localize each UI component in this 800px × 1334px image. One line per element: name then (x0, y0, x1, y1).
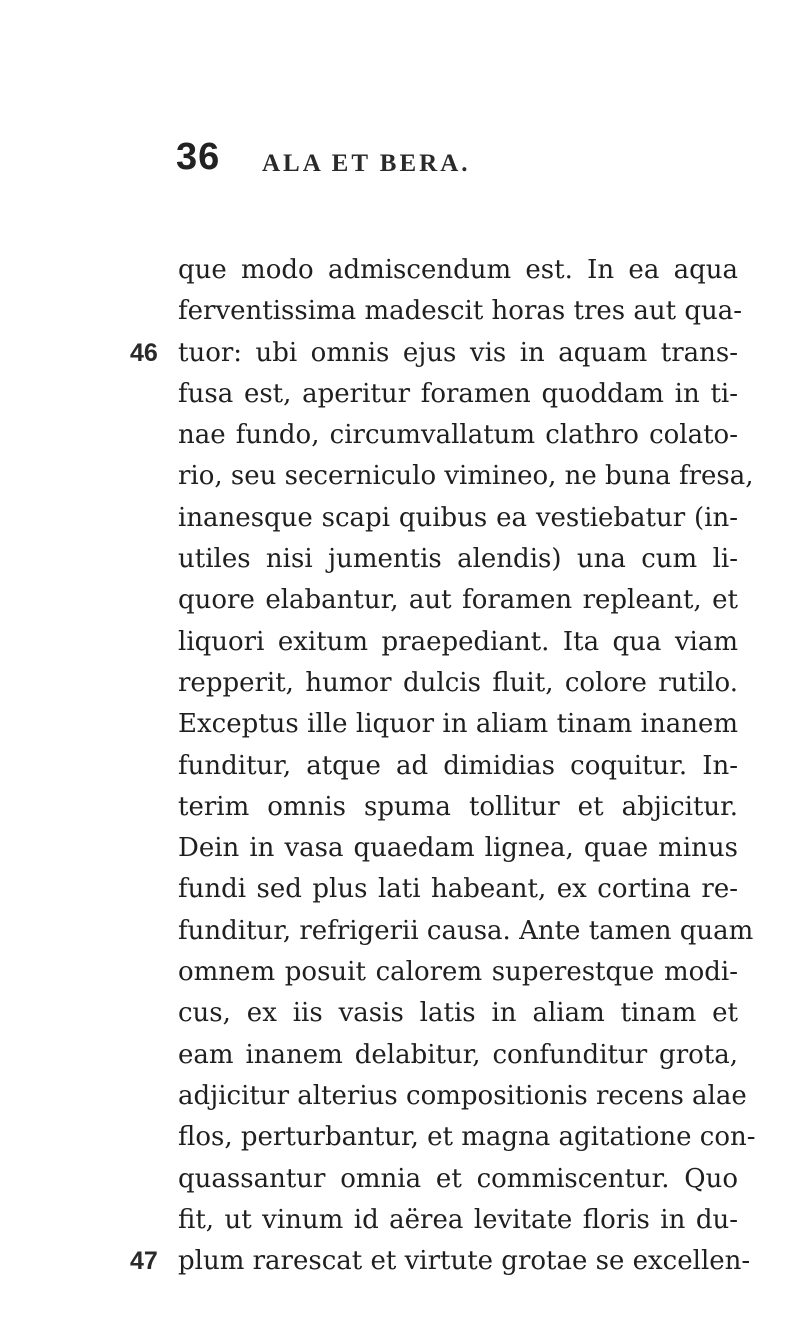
line-text: repperit, humor dulcis fluit, colore rutilo. (178, 667, 738, 698)
line-text: rio, seu secerniculo vimineo, ne buna fresa, (178, 461, 754, 492)
line-text: funditur, refrigerii causa. Ante tamen quam (178, 915, 754, 946)
text-line (178, 828, 738, 869)
margin-line-number: 47 (130, 1247, 158, 1276)
text-line (178, 580, 738, 621)
text-line (178, 993, 738, 1034)
text-line (178, 704, 738, 745)
text-line (178, 456, 754, 497)
text-line (178, 1035, 738, 1076)
line-text: flos, perturbantur, et magna agitatione con- (178, 1122, 756, 1153)
line-text: fusa est, aperitur foramen quoddam in ti- (178, 378, 738, 409)
text-line (178, 622, 738, 663)
page-number: 36 (176, 136, 221, 178)
running-head (176, 136, 736, 196)
line-text: tuor: ubi omnis ejus vis in aquam trans- (178, 337, 738, 368)
text-line (178, 415, 738, 456)
line-text: inanesque scapi quibus ea vestiebatur (in- (178, 502, 738, 533)
margin-line-number: 46 (130, 338, 158, 367)
line-text: que modo admiscendum est. In ea aqua (178, 255, 738, 285)
text-line (178, 250, 738, 291)
text-line (130, 1241, 751, 1282)
text-line (178, 539, 738, 580)
text-line (178, 1159, 738, 1200)
line-text: fit, ut vinum id aërea levitate floris in du- (178, 1204, 738, 1235)
line-text: quore elabantur, aut foramen repleant, et (178, 585, 738, 616)
text-line (178, 787, 738, 828)
line-text: fundi sed plus lati habeant, ex cortina re- (178, 874, 738, 905)
line-text: terim omnis spuma tollitur et abjicitur. (178, 791, 738, 822)
text-line (178, 1076, 747, 1117)
line-text: Exceptus ille liquor in aliam tinam inanem (178, 709, 738, 740)
line-text: cus, ex iis vasis latis in aliam tinam et (178, 998, 738, 1029)
line-text: utiles nisi jumentis alendis) una cum li- (178, 544, 738, 575)
line-text: funditur, atque ad dimidias coquitur. In- (178, 750, 738, 781)
text-line (178, 952, 738, 993)
text-line (178, 498, 738, 539)
line-text: liquori exitum praepediant. Ita qua viam (178, 626, 738, 657)
line-text: omnem posuit calorem superestque modi- (178, 957, 738, 988)
body-text (130, 250, 756, 1282)
line-text: Dein in vasa quaedam lignea, quae minus (178, 833, 738, 864)
line-text: ferventissima madescit horas tres aut qua- (178, 296, 743, 327)
line-text: adjicitur alterius compositionis recens alae (178, 1080, 747, 1111)
text-line (178, 746, 738, 787)
line-text: eam inanem delabitur, confunditur grota, (178, 1039, 738, 1070)
line-text: quassantur omnia et commiscentur. Quo (178, 1163, 738, 1194)
text-line (178, 1200, 738, 1241)
text-line (178, 1117, 756, 1158)
page-header-title: ALA ET BERA. (262, 150, 471, 177)
line-text: plum rarescat et virtute grotae se excellen- (178, 1246, 751, 1277)
text-line (130, 333, 738, 374)
text-line (178, 663, 738, 704)
text-line (178, 374, 738, 415)
text-line (178, 869, 738, 910)
text-line (178, 291, 743, 332)
line-text: nae fundo, circumvallatum clathro colato- (178, 420, 738, 451)
text-line (178, 911, 754, 952)
